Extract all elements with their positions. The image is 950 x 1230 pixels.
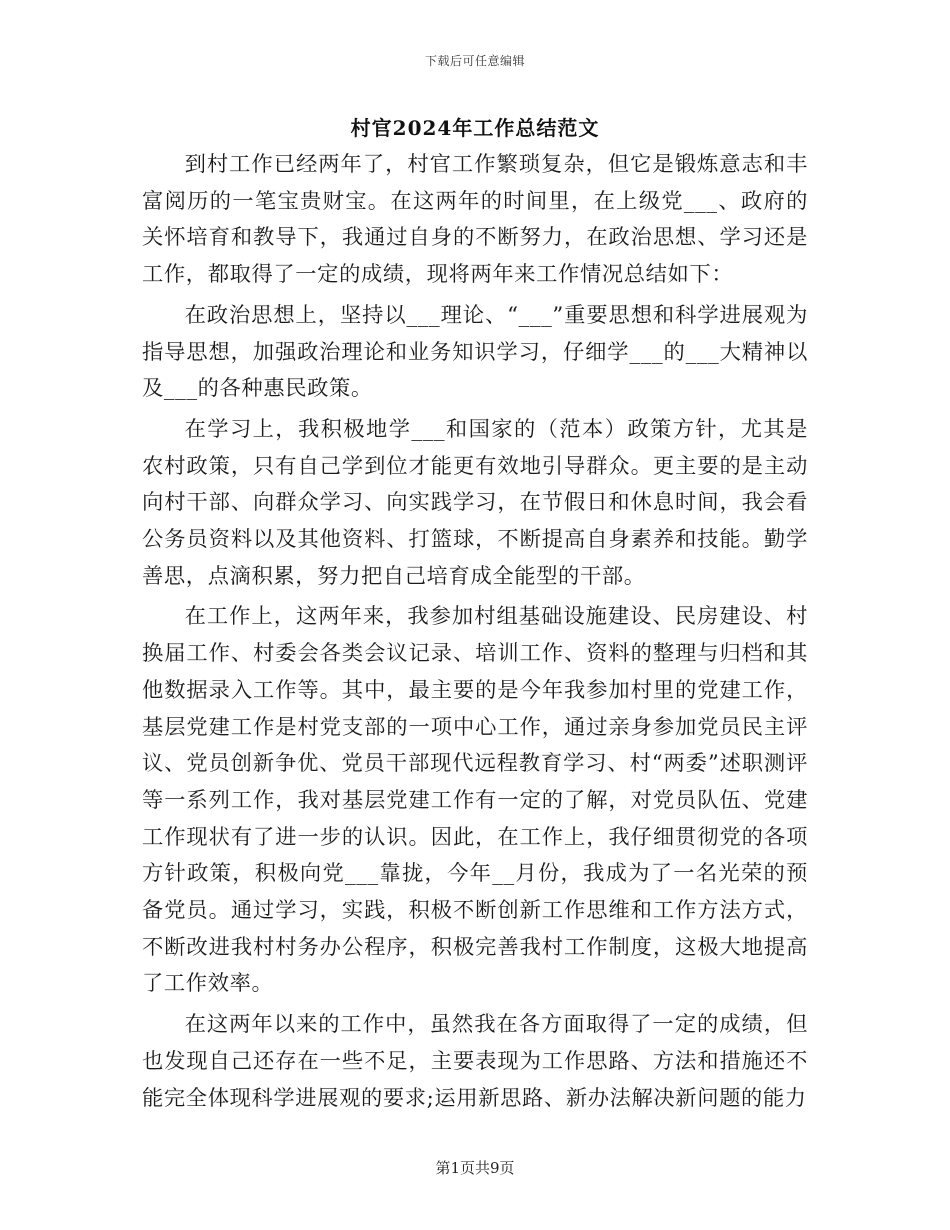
paragraph: 在政治思想上，坚持以___理论、“___”重要思想和科学进展观为指导思想，加强政治理论和业务知识学习，仔细学___的___大精神以及___的各种惠民政策。 [142, 302, 808, 402]
page-header: 下载后可任意编辑 [424, 54, 525, 68]
document-body [142, 147, 808, 1121]
paragraph: 在这两年以来的工作中，虽然我在各方面取得了一定的成绩，但也发现自己还存在一些不足，主要表现为工作思路、方法和措施还不能完全体现科学进展观的要求;运用新思路、新办法解决新问题的能力 [142, 1012, 808, 1111]
page-footer: 第1页共9页 [435, 1159, 515, 1177]
paragraph: 到村工作已经两年了，村官工作繁琐复杂，但它是锻炼意志和丰富阅历的一笔宝贵财宝。在这两年的时间里，在上级党___、政府的关怀培育和教导下，我通过自身的不断努力，在政治思想、学习还是工作，都取得了一定的成绩，现将两年来工作情况总结如下： [142, 152, 808, 288]
paragraph: 在工作上，这两年来，我参加村组基础设施建设、民房建设、村换届工作、村委会各类会议记录、培训工作、资料的整理与归档和其他数据录入工作等。其中，最主要的是今年我参加村里的党建工作，基层党建工作是村党支部的一项中心工作，通过亲身参加党员民主评议、党员创新争优、党员干部现代远程教育学习、村“两委”述职测评等一系列工作，我对基层党建工作有一定的了解，对党员队伍、党建工作现状有了进一步的认识。因此，在工作上，我仔细贯彻党的各项方针政策，积极向党___靠拢，今年__月份，我成为了一名光荣的预备党员。通过学习，实践，积极不断创新工作思维和工作方法方式，不断改进我村村务办公程序，积极完善我村工作制度，这极大地提高了工作效率。 [142, 604, 808, 997]
paragraph: 在学习上，我积极地学___和国家的（范本）政策方针，尤其是农村政策，只有自己学到位才能更有效地引导群众。更主要的是主动向村干部、向群众学习、向实践学习，在节假日和休息时间，我会看公务员资料以及其他资料、打篮球，不断提高自身素养和技能。勤学善思，点滴积累，努力把自己培育成全能型的干部。 [142, 416, 808, 589]
document-title: 村官2024年工作总结范文 [350, 116, 600, 140]
